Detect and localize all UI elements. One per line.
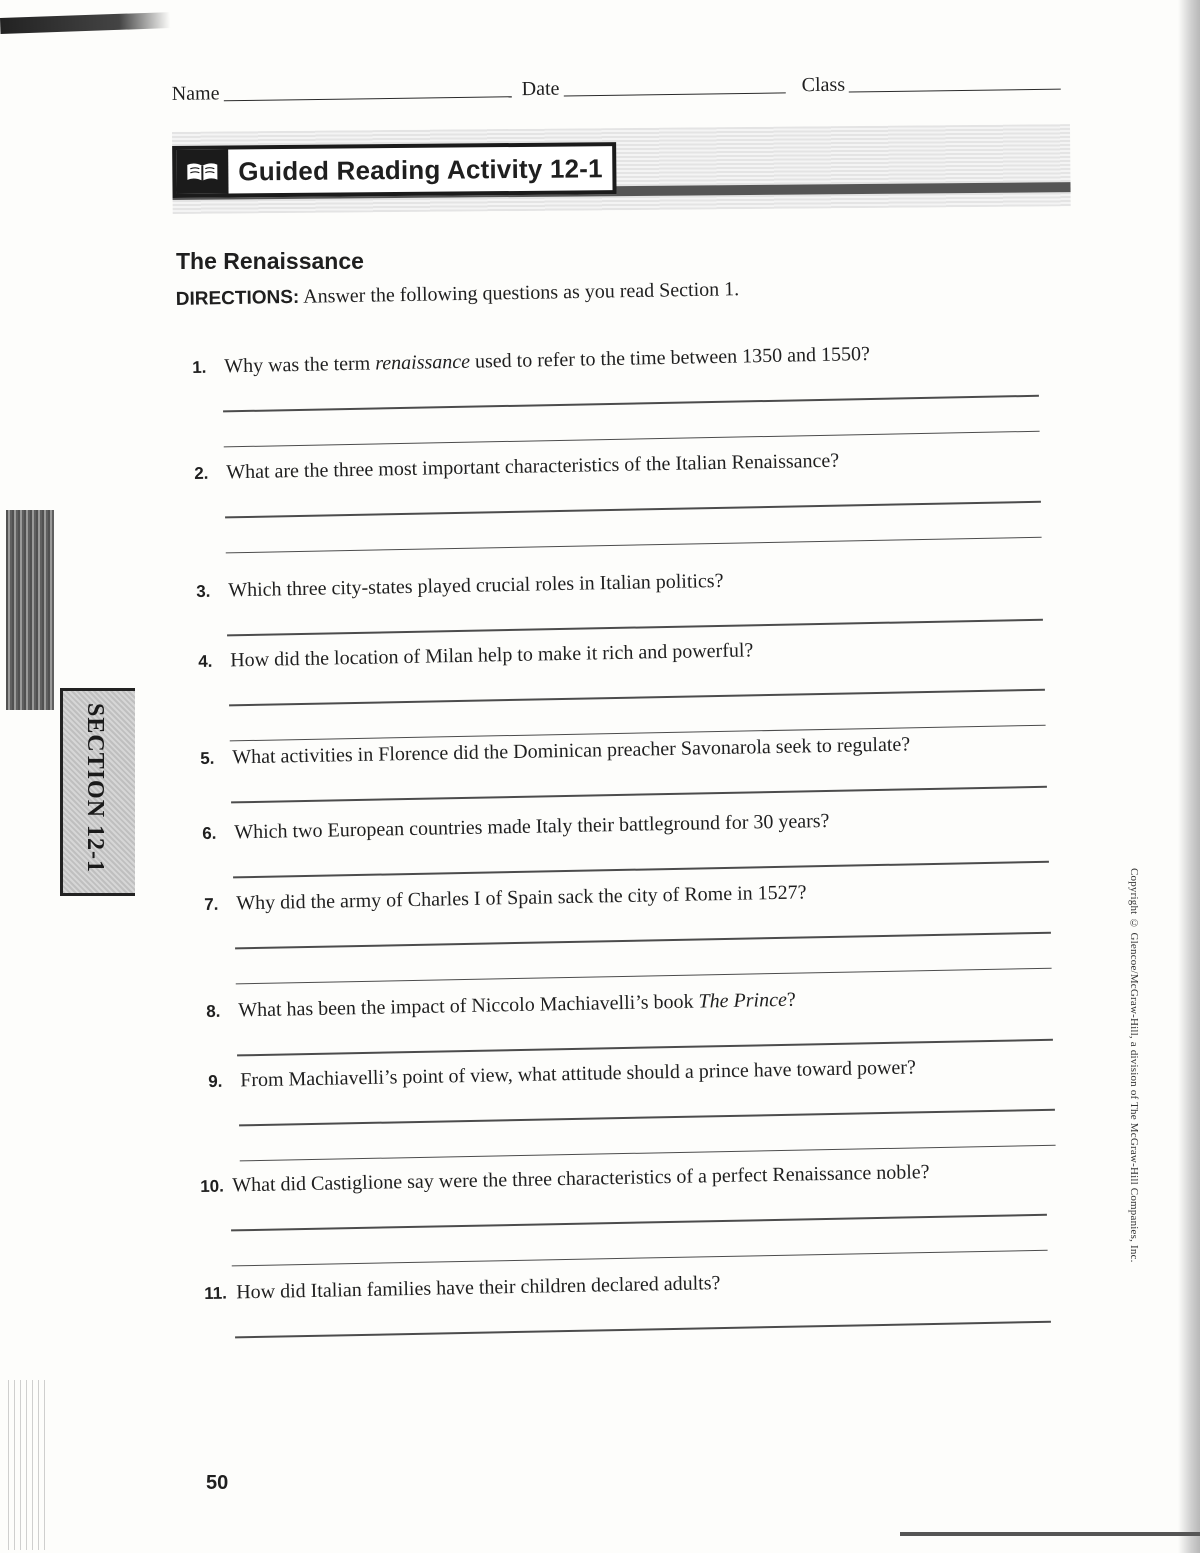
question-prompt: What has been the impact of Niccolo Machiavelli’s book xyxy=(237,990,699,1022)
answer-line[interactable] xyxy=(227,619,1043,636)
question-prompt: Which three city-states played crucial roles in Italian politics? xyxy=(227,569,724,602)
page-number: 50 xyxy=(206,1472,229,1494)
question-prompt: Why did the army of Charles I of Spain sack the city of Rome in 1527? xyxy=(235,881,807,915)
answer-line[interactable] xyxy=(233,861,1049,878)
question-prompt: What did Castiglione say were the three characteristics of a perfect Renaissance noble? xyxy=(231,1160,930,1197)
question-prompt-end: ? xyxy=(786,988,796,1011)
question-item xyxy=(204,876,1066,984)
answer-line[interactable] xyxy=(229,689,1045,706)
title-box xyxy=(172,142,616,198)
question-prompt: Which two European countries made Italy their battleground for 30 years? xyxy=(233,809,830,844)
name-field[interactable] xyxy=(172,78,512,106)
question-number: 6. xyxy=(202,823,217,843)
question-item xyxy=(198,633,1060,741)
answer-line[interactable] xyxy=(239,1109,1055,1126)
scan-edge-bottom xyxy=(900,1532,1200,1536)
header-fields xyxy=(171,59,1071,112)
question-text xyxy=(196,563,1056,603)
open-book-icon xyxy=(176,150,228,194)
question-prompt: From Machiavelli’s point of view, what attitude should a prince have toward power? xyxy=(239,1056,917,1092)
question-prompt: What activities in Florence did the Dominican preacher Savonarola seek to regulate? xyxy=(231,733,911,769)
date-label: Date xyxy=(521,77,560,101)
section-tab-label: SECTION 12-1 xyxy=(82,703,108,874)
question-number: 10. xyxy=(200,1176,225,1196)
question-number: 7. xyxy=(204,894,219,914)
question-number: 5. xyxy=(200,748,215,768)
question-number: 4. xyxy=(198,651,213,671)
class-line[interactable] xyxy=(849,88,1061,93)
question-prompt-end: used to refer to the time between 1350 and 1550? xyxy=(469,342,871,373)
question-number: 9. xyxy=(208,1071,223,1091)
answer-line[interactable] xyxy=(237,1039,1053,1056)
question-text xyxy=(200,1158,1060,1198)
question-item xyxy=(200,1158,1062,1266)
question-number: 8. xyxy=(206,1001,221,1021)
question-prompt: How did the location of Milan help to make it rich and powerful? xyxy=(229,639,754,672)
answer-line[interactable] xyxy=(224,430,1040,447)
answer-line[interactable] xyxy=(235,1321,1051,1338)
scan-edge-left xyxy=(8,1380,48,1550)
section-tab xyxy=(60,688,135,896)
question-text xyxy=(204,1265,1064,1305)
scan-edge-top xyxy=(0,12,170,34)
question-item xyxy=(192,339,1054,447)
class-label: Class xyxy=(801,73,846,97)
question-item xyxy=(208,1053,1070,1161)
answer-line[interactable] xyxy=(231,1214,1047,1231)
question-text xyxy=(208,1053,1068,1093)
directions-text: Answer the following questions as you read Section 1. xyxy=(299,278,740,308)
directions-label: DIRECTIONS: xyxy=(175,286,300,311)
question-number: 1. xyxy=(192,357,207,377)
question-prompt: Why was the term xyxy=(223,352,376,378)
answer-line[interactable] xyxy=(236,967,1052,984)
question-text xyxy=(198,633,1058,673)
scan-edge-right xyxy=(1178,0,1200,1553)
activity-title: Guided Reading Activity 12-1 xyxy=(238,152,603,186)
question-number: 2. xyxy=(194,463,209,483)
date-field[interactable] xyxy=(522,74,786,101)
question-prompt: How did Italian families have their children declared adults? xyxy=(235,1272,721,1304)
answer-line[interactable] xyxy=(223,395,1039,412)
question-text xyxy=(202,805,1062,845)
title-banner xyxy=(172,124,1071,214)
answer-line[interactable] xyxy=(240,1144,1056,1161)
question-item xyxy=(200,730,1061,803)
question-item xyxy=(202,805,1063,878)
answer-line[interactable] xyxy=(235,932,1051,949)
question-text xyxy=(204,876,1064,916)
answer-line[interactable] xyxy=(226,536,1042,553)
question-prompt: What are the three most important characteristics of the Italian Renaissance? xyxy=(225,449,840,484)
section-heading: The Renaissance xyxy=(176,248,364,274)
question-item xyxy=(194,445,1056,553)
question-item xyxy=(206,983,1067,1056)
answer-line[interactable] xyxy=(232,1249,1048,1266)
question-italic-term: renaissance xyxy=(375,350,471,375)
name-label: Name xyxy=(171,82,220,106)
question-number: 3. xyxy=(196,581,211,601)
class-field[interactable] xyxy=(802,71,1062,98)
question-number: 11. xyxy=(204,1283,228,1303)
name-line[interactable] xyxy=(224,95,512,101)
scan-page-stack xyxy=(6,510,54,710)
directions xyxy=(176,278,740,311)
question-text xyxy=(194,445,1054,485)
question-text xyxy=(206,983,1066,1023)
question-text xyxy=(192,339,1052,379)
question-italic-term: The Prince xyxy=(698,988,788,1013)
copyright-notice: Copyright © Glencoe/McGraw-Hill, a division of The McGraw-Hill Companies, Inc. xyxy=(1128,868,1140,1263)
answer-line[interactable] xyxy=(231,786,1047,803)
date-line[interactable] xyxy=(564,91,786,96)
answer-line[interactable] xyxy=(225,501,1041,518)
question-item xyxy=(196,563,1057,636)
question-item xyxy=(204,1265,1065,1338)
